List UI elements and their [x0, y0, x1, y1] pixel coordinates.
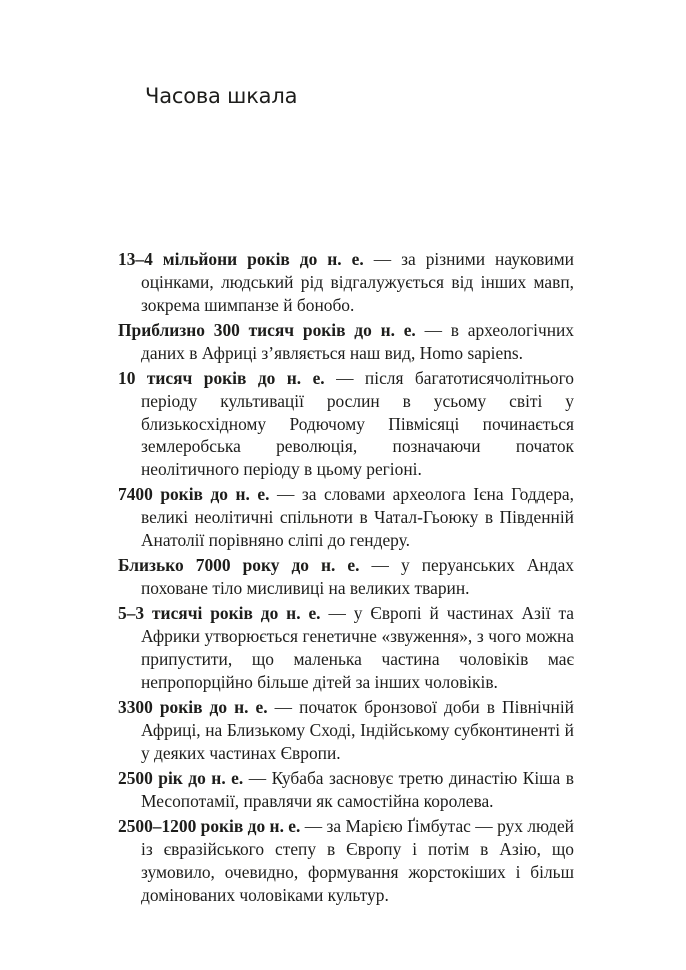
timeline-text: — після багатотисячолітнього періоду культивації рослин в усьому світі у близькосхідному Родючому Півмісяці починається землеробська революція, позначаючи початок неолітичного періоду в цьому регіоні.	[141, 367, 574, 480]
timeline-entry	[118, 367, 574, 481]
timeline-text: — за Марією Ґімбутас — рух людей із євразійського степу в Європу і потім в Азію, що зумовило, очевидно, формування жорстокіших і більш домінованих чоловіками культур.	[141, 816, 574, 905]
timeline-entry	[118, 554, 574, 600]
timeline-text: — в археологічних даних в Африці з’являється наш вид, Homo sapiens.	[141, 319, 575, 363]
timeline-entry	[118, 319, 574, 365]
timeline-text: — у Європі й частинах Азії та Африки утворюється генетичне «звуження», з чого можна припустити, що маленька частина чоловіків має непропорційно більше дітей за інших чоловіків.	[141, 603, 574, 692]
timeline-date: 10 тисяч років до н. е.	[118, 367, 325, 388]
timeline-date: 3300 років до н. е.	[118, 697, 268, 718]
timeline-date: 7400 років до н. е.	[118, 484, 270, 505]
timeline-date: 2500 рік до н. е.	[118, 768, 244, 789]
timeline-entry	[118, 696, 574, 764]
timeline-date: 5–3 тисячі років до н. е.	[118, 603, 321, 624]
timeline-date: Близько 7000 року до н. е.	[118, 555, 360, 576]
timeline-entry	[118, 483, 574, 551]
timeline-text: — за словами археолога Ієна Годдера, великі неолітичні спільноти в Чатал-Гьоюку в Південній Анатолії порівняно сліпі до гендеру.	[141, 484, 574, 551]
timeline-entry	[118, 815, 574, 906]
timeline-date: 2500–1200 років до н. е.	[118, 816, 301, 837]
timeline-text: — у перуанських Андах поховане тіло мисливиці на великих тварин.	[141, 555, 574, 599]
timeline-entry	[118, 602, 574, 693]
timeline-list	[118, 248, 574, 909]
timeline-entry	[118, 767, 574, 813]
timeline-text: — Кубаба засновує третю династію Кіша в Месопотамії, правлячи як самостійна королева.	[141, 768, 574, 811]
timeline-date: Приблизно 300 тисяч років до н. е.	[118, 319, 416, 340]
timeline-entry	[118, 248, 574, 316]
timeline-date: 13–4 мільйони років до н. е.	[118, 249, 364, 269]
page-title: Часова шкала	[145, 84, 298, 108]
timeline-text: — за різними науковими оцінками, людський рід відгалужується від інших мавп, зокрема шимпанзе й бонобо.	[141, 249, 574, 315]
timeline-text: — початок бронзової доби в Північній Африці, на Близькому Сході, Індійському субконтиненті й у деяких частинах Європи.	[141, 697, 574, 763]
